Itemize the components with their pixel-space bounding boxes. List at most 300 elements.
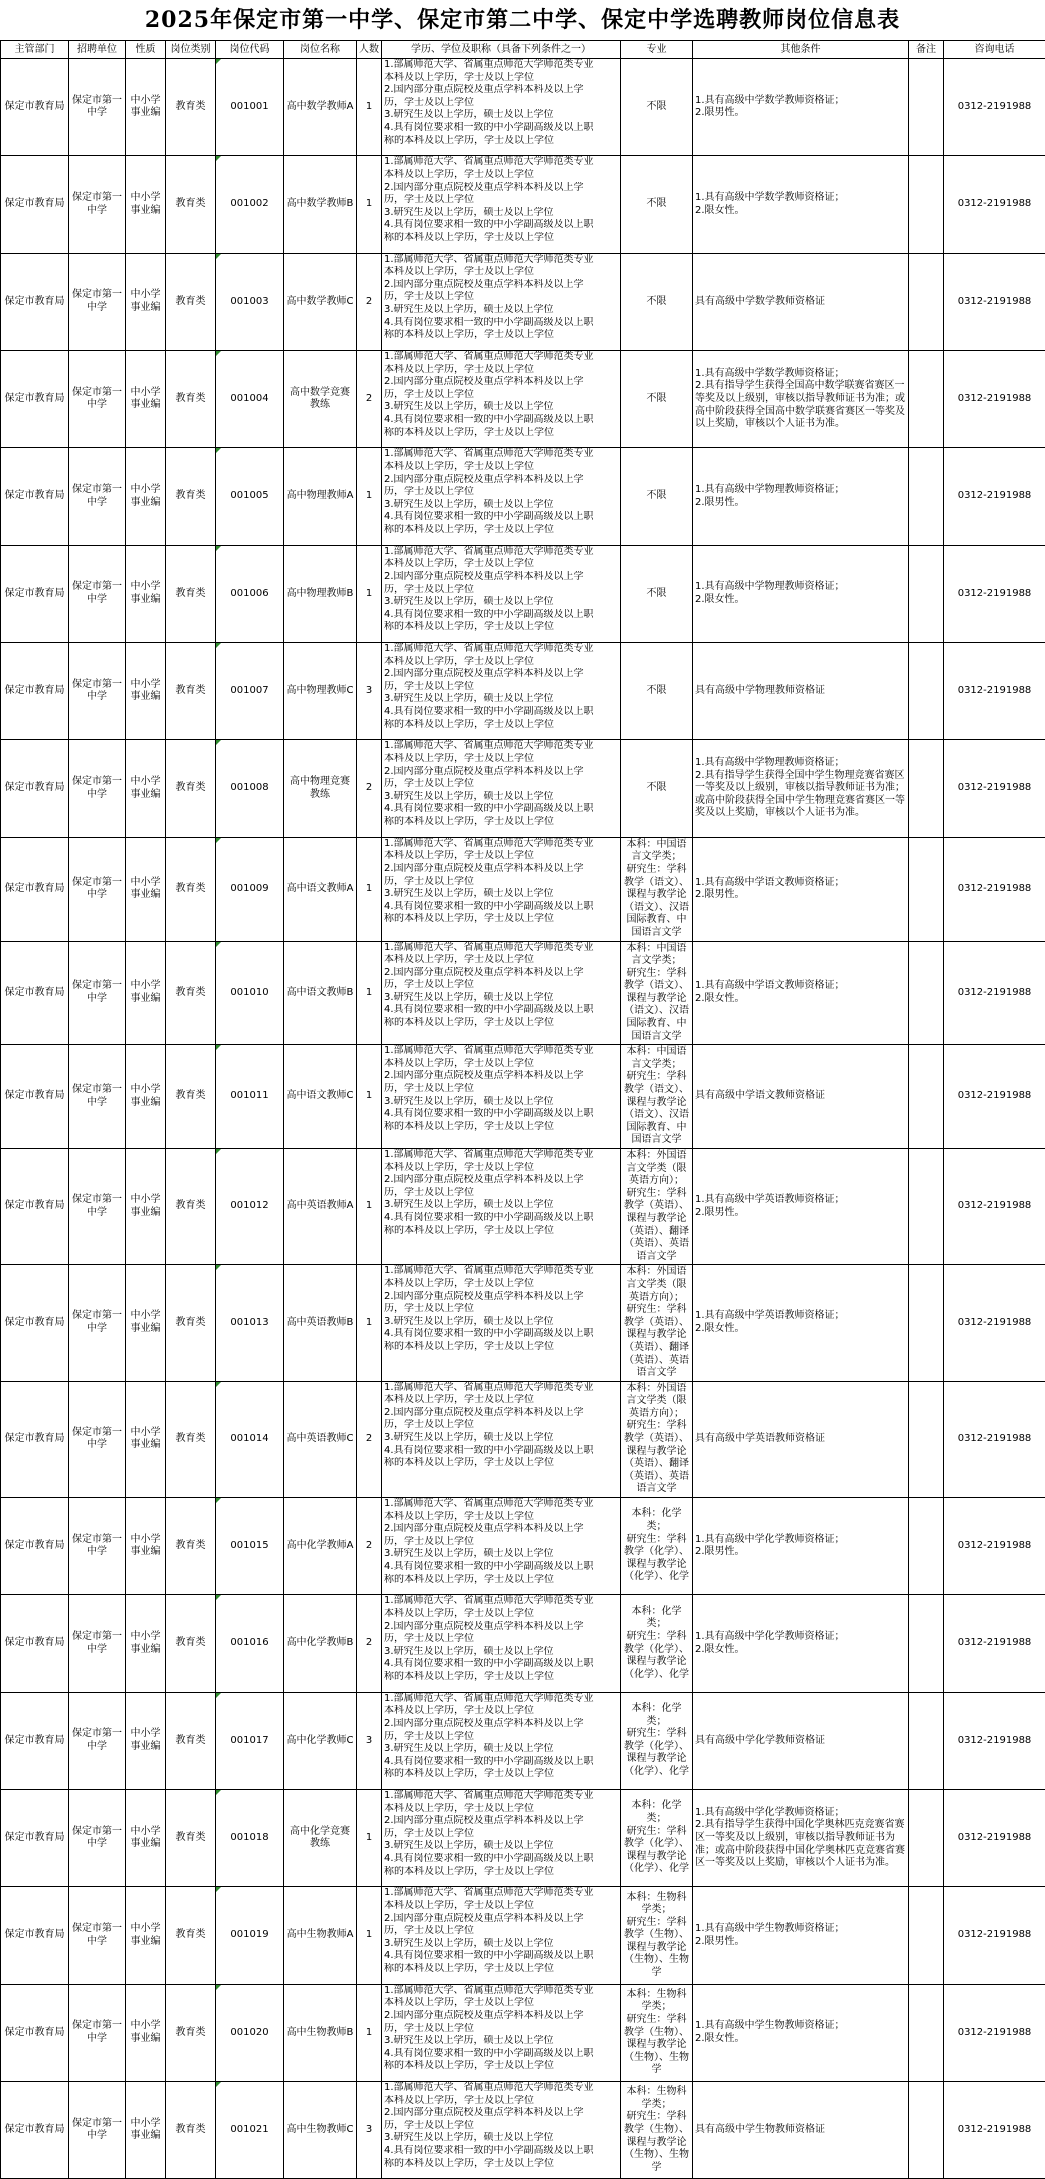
table-row [1,1692,1045,1789]
education-line: 历，学士及以上学位 [384,1303,618,1316]
cell-category: 教育类 [166,1692,216,1789]
cell-code: 001003 [216,253,284,350]
education-line: 2.国内部分重点院校及重点学科本科及以上学 [384,1523,618,1536]
cell-code: 001011 [216,1045,284,1149]
cell-code: 001008 [216,740,284,837]
cell-count: 1 [357,1149,382,1265]
cell-dept: 保定市教育局 [1,1381,69,1497]
cell-other-conditions: 1.具有高级中学语文教师资格证； 2.限女性。 [693,941,909,1045]
cell-nature: 中小学事业编 [126,1790,166,1887]
education-line: 2.国内部分重点院校及重点学科本科及以上学 [384,376,618,389]
education-line: 1.部属师范大学、省属重点师范大学师范类专业 [384,1045,618,1058]
education-line: 称的本科及以上学历，学士及以上学位 [384,329,618,342]
cell-position-name: 高中物理竞赛教练 [284,740,357,837]
cell-unit: 保定市第一中学 [69,1984,126,2081]
header-phone: 咨询电话 [944,41,1045,59]
education-line: 3.研究生及以上学历，硕士及以上学位 [384,693,618,706]
cell-position-name: 高中英语教师A [284,1149,357,1265]
education-line: 3.研究生及以上学历，硕士及以上学位 [384,992,618,1005]
cell-major: 不限 [621,156,693,253]
education-line: 1.部属师范大学、省属重点师范大学师范类专业 [384,1382,618,1395]
cell-dept: 保定市教育局 [1,351,69,448]
cell-major: 不限 [621,448,693,545]
cell-category: 教育类 [166,1381,216,1497]
education-line: 本科及以上学历，学士及以上学位 [384,850,618,863]
cell-dept: 保定市教育局 [1,941,69,1045]
education-line: 2.国内部分重点院校及重点学科本科及以上学 [384,1815,618,1828]
education-line: 4.具有岗位要求相一致的中小学副高级及以上职 [384,1756,618,1769]
cell-other-conditions: 1.具有高级中学物理教师资格证； 2.限男性。 [693,448,909,545]
education-line: 历，学士及以上学位 [384,876,618,889]
table-row [1,837,1045,941]
education-line: 3.研究生及以上学历，硕士及以上学位 [384,304,618,317]
education-line: 本科及以上学历，学士及以上学位 [384,954,618,967]
cell-major: 本科：化学类； 研究生：学科教学（化学）、课程与教学论（化学）、化学 [621,1790,693,1887]
cell-remark [909,2082,944,2179]
positions-table [0,40,1045,2179]
education-line: 本科及以上学历，学士及以上学位 [384,364,618,377]
education-line: 历，学士及以上学位 [384,1083,618,1096]
cell-phone: 0312-2191988 [944,1692,1045,1789]
education-line: 本科及以上学历，学士及以上学位 [384,558,618,571]
table-row [1,1265,1045,1381]
table-row [1,1498,1045,1595]
cell-phone: 0312-2191988 [944,941,1045,1045]
cell-other-conditions: 1.具有高级中学语文教师资格证； 2.限男性。 [693,837,909,941]
cell-other-conditions: 1.具有高级中学数学教师资格证； 2.限女性。 [693,156,909,253]
education-line: 4.具有岗位要求相一致的中小学副高级及以上职 [384,511,618,524]
education-line: 3.研究生及以上学历，硕士及以上学位 [384,1548,618,1561]
cell-education [382,545,621,642]
education-line: 2.国内部分重点院校及重点学科本科及以上学 [384,474,618,487]
cell-unit: 保定市第一中学 [69,1790,126,1887]
header-unit: 招聘单位 [69,41,126,59]
education-line: 4.具有岗位要求相一致的中小学副高级及以上职 [384,2145,618,2158]
cell-dept: 保定市教育局 [1,1045,69,1149]
cell-nature: 中小学事业编 [126,59,166,156]
education-line: 历，学士及以上学位 [384,979,618,992]
cell-code: 001004 [216,351,284,448]
education-line: 3.研究生及以上学历，硕士及以上学位 [384,1316,618,1329]
cell-education [382,1265,621,1381]
education-line: 4.具有岗位要求相一致的中小学副高级及以上职 [384,1561,618,1574]
cell-phone: 0312-2191988 [944,156,1045,253]
table-row [1,1790,1045,1887]
cell-education [382,156,621,253]
education-line: 称的本科及以上学历，学士及以上学位 [384,1768,618,1781]
cell-nature: 中小学事业编 [126,2082,166,2179]
cell-major: 不限 [621,740,693,837]
cell-dept: 保定市教育局 [1,740,69,837]
cell-phone: 0312-2191988 [944,1381,1045,1497]
cell-nature: 中小学事业编 [126,643,166,740]
cell-other-conditions: 具有高级中学语文教师资格证 [693,1045,909,1149]
page-title: 2025年保定市第一中学、保定市第二中学、保定中学选聘教师岗位信息表 [0,0,1045,40]
cell-education [382,1149,621,1265]
education-line: 本科及以上学历，学士及以上学位 [384,1608,618,1621]
cell-dept: 保定市教育局 [1,1149,69,1265]
education-line: 4.具有岗位要求相一致的中小学副高级及以上职 [384,1445,618,1458]
cell-nature: 中小学事业编 [126,253,166,350]
education-line: 4.具有岗位要求相一致的中小学副高级及以上职 [384,901,618,914]
cell-education [382,59,621,156]
cell-major: 本科：生物科学类； 研究生：学科教学（生物）、课程与教学论（生物）、生物学 [621,2082,693,2179]
cell-unit: 保定市第一中学 [69,740,126,837]
cell-other-conditions: 1.具有高级中学化学教师资格证； 2.具有指导学生获得中国化学奥林匹克竞赛省赛区一等奖及以上级别，审核以指导教师证书为准；或高中阶段获得中国化学奥林匹克竞赛省赛区一等奖及以上奖励，审核以个人证书为准。 [693,1790,909,1887]
cell-major: 本科：外国语言文学类（限英语方向）； 研究生：学科教学（英语）、课程与教学论（英语）、翻译（英语）、英语语言文学 [621,1381,693,1497]
education-line: 1.部属师范大学、省属重点师范大学师范类专业 [384,448,618,461]
cell-nature: 中小学事业编 [126,1984,166,2081]
cell-other-conditions: 1.具有高级中学数学教师资格证； 2.限男性。 [693,59,909,156]
education-line: 称的本科及以上学历，学士及以上学位 [384,1671,618,1684]
cell-code: 001005 [216,448,284,545]
cell-category: 教育类 [166,253,216,350]
cell-unit: 保定市第一中学 [69,1265,126,1381]
education-line: 2.国内部分重点院校及重点学科本科及以上学 [384,1621,618,1634]
cell-remark [909,156,944,253]
cell-nature: 中小学事业编 [126,448,166,545]
cell-category: 教育类 [166,1790,216,1887]
cell-count: 1 [357,1045,382,1149]
cell-dept: 保定市教育局 [1,59,69,156]
cell-phone: 0312-2191988 [944,2082,1045,2179]
table-row [1,2082,1045,2179]
education-line: 4.具有岗位要求相一致的中小学副高级及以上职 [384,1212,618,1225]
cell-nature: 中小学事业编 [126,1149,166,1265]
cell-phone: 0312-2191988 [944,1790,1045,1887]
cell-remark [909,545,944,642]
cell-position-name: 高中英语教师C [284,1381,357,1497]
education-line: 4.具有岗位要求相一致的中小学副高级及以上职 [384,2048,618,2061]
table-row [1,545,1045,642]
cell-nature: 中小学事业编 [126,740,166,837]
cell-category: 教育类 [166,1595,216,1692]
education-line: 3.研究生及以上学历，硕士及以上学位 [384,109,618,122]
education-line: 3.研究生及以上学历，硕士及以上学位 [384,401,618,414]
education-line: 本科及以上学历，学士及以上学位 [384,753,618,766]
education-line: 4.具有岗位要求相一致的中小学副高级及以上职 [384,706,618,719]
education-line: 历，学士及以上学位 [384,1187,618,1200]
education-line: 历，学士及以上学位 [384,584,618,597]
education-line: 2.国内部分重点院校及重点学科本科及以上学 [384,766,618,779]
cell-nature: 中小学事业编 [126,545,166,642]
education-line: 本科及以上学历，学士及以上学位 [384,1394,618,1407]
cell-phone: 0312-2191988 [944,1498,1045,1595]
header-remark: 备注 [909,41,944,59]
education-line: 历，学士及以上学位 [384,1419,618,1432]
cell-remark [909,253,944,350]
education-line: 称的本科及以上学历，学士及以上学位 [384,1121,618,1134]
cell-phone: 0312-2191988 [944,1984,1045,2081]
education-line: 2.国内部分重点院校及重点学科本科及以上学 [384,863,618,876]
table-row [1,1595,1045,1692]
education-line: 3.研究生及以上学历，硕士及以上学位 [384,888,618,901]
education-line: 1.部属师范大学、省属重点师范大学师范类专业 [384,1149,618,1162]
cell-education [382,1498,621,1595]
cell-education [382,1692,621,1789]
cell-position-name: 高中数学竞赛教练 [284,351,357,448]
cell-category: 教育类 [166,1887,216,1984]
cell-remark [909,1984,944,2081]
table-row [1,351,1045,448]
cell-count: 1 [357,1984,382,2081]
cell-code: 001021 [216,2082,284,2179]
cell-category: 教育类 [166,837,216,941]
cell-position-name: 高中英语教师B [284,1265,357,1381]
cell-category: 教育类 [166,448,216,545]
education-line: 称的本科及以上学历，学士及以上学位 [384,427,618,440]
cell-count: 1 [357,1790,382,1887]
education-line: 历，学士及以上学位 [384,1828,618,1841]
education-line: 2.国内部分重点院校及重点学科本科及以上学 [384,571,618,584]
cell-position-name: 高中物理教师A [284,448,357,545]
cell-code: 001020 [216,1984,284,2081]
education-line: 历，学士及以上学位 [384,389,618,402]
cell-remark [909,1692,944,1789]
cell-nature: 中小学事业编 [126,1887,166,1984]
cell-count: 1 [357,837,382,941]
cell-education [382,351,621,448]
cell-remark [909,1381,944,1497]
cell-code: 001017 [216,1692,284,1789]
cell-nature: 中小学事业编 [126,1595,166,1692]
cell-position-name: 高中数学教师A [284,59,357,156]
education-line: 1.部属师范大学、省属重点师范大学师范类专业 [384,740,618,753]
education-line: 本科及以上学历，学士及以上学位 [384,1511,618,1524]
table-row [1,59,1045,156]
table-row [1,1149,1045,1265]
cell-position-name: 高中化学教师C [284,1692,357,1789]
cell-nature: 中小学事业编 [126,1265,166,1381]
cell-unit: 保定市第一中学 [69,837,126,941]
cell-code: 001012 [216,1149,284,1265]
education-line: 1.部属师范大学、省属重点师范大学师范类专业 [384,59,618,72]
table-row [1,941,1045,1045]
education-line: 称的本科及以上学历，学士及以上学位 [384,719,618,732]
education-line: 2.国内部分重点院校及重点学科本科及以上学 [384,1913,618,1926]
cell-other-conditions: 具有高级中学生物教师资格证 [693,2082,909,2179]
cell-phone: 0312-2191988 [944,1595,1045,1692]
cell-education [382,837,621,941]
cell-major: 本科：化学类； 研究生：学科教学（化学）、课程与教学论（化学）、化学 [621,1692,693,1789]
cell-code: 001016 [216,1595,284,1692]
cell-unit: 保定市第一中学 [69,1149,126,1265]
cell-other-conditions: 具有高级中学数学教师资格证 [693,253,909,350]
cell-code: 001009 [216,837,284,941]
cell-unit: 保定市第一中学 [69,59,126,156]
cell-code: 001010 [216,941,284,1045]
education-line: 2.国内部分重点院校及重点学科本科及以上学 [384,668,618,681]
cell-code: 001019 [216,1887,284,1984]
education-line: 1.部属师范大学、省属重点师范大学师范类专业 [384,942,618,955]
cell-position-name: 高中生物教师C [284,2082,357,2179]
cell-code: 001018 [216,1790,284,1887]
cell-count: 1 [357,1887,382,1984]
cell-position-name: 高中化学教师B [284,1595,357,1692]
education-line: 2.国内部分重点院校及重点学科本科及以上学 [384,967,618,980]
cell-phone: 0312-2191988 [944,351,1045,448]
cell-major: 本科：中国语言文学类； 研究生：学科教学（语文）、课程与教学论（语文）、汉语国际教育、中国语言文学 [621,1045,693,1149]
education-line: 4.具有岗位要求相一致的中小学副高级及以上职 [384,122,618,135]
education-line: 本科及以上学历，学士及以上学位 [384,1900,618,1913]
education-line: 1.部属师范大学、省属重点师范大学师范类专业 [384,156,618,169]
cell-category: 教育类 [166,156,216,253]
education-line: 本科及以上学历，学士及以上学位 [384,2095,618,2108]
education-line: 3.研究生及以上学历，硕士及以上学位 [384,1646,618,1659]
education-line: 称的本科及以上学历，学士及以上学位 [384,1866,618,1879]
education-line: 3.研究生及以上学历，硕士及以上学位 [384,1096,618,1109]
education-line: 本科及以上学历，学士及以上学位 [384,1997,618,2010]
cell-unit: 保定市第一中学 [69,351,126,448]
cell-count: 1 [357,545,382,642]
cell-unit: 保定市第一中学 [69,1692,126,1789]
education-line: 本科及以上学历，学士及以上学位 [384,72,618,85]
cell-remark [909,1595,944,1692]
cell-phone: 0312-2191988 [944,448,1045,545]
cell-dept: 保定市教育局 [1,156,69,253]
header-other: 其他条件 [693,41,909,59]
education-line: 3.研究生及以上学历，硕士及以上学位 [384,1199,618,1212]
cell-other-conditions: 1.具有高级中学数学教师资格证； 2.具有指导学生获得全国高中数学联赛省赛区一等奖及以上级别，审核以指导教师证书为准；或高中阶段获得全国高中数学联赛省赛区一等奖及以上奖励，审核以个人证书为准。 [693,351,909,448]
cell-dept: 保定市教育局 [1,448,69,545]
cell-nature: 中小学事业编 [126,941,166,1045]
cell-dept: 保定市教育局 [1,1984,69,2081]
education-line: 2.国内部分重点院校及重点学科本科及以上学 [384,1291,618,1304]
cell-unit: 保定市第一中学 [69,1045,126,1149]
cell-code: 001006 [216,545,284,642]
cell-position-name: 高中物理教师C [284,643,357,740]
education-line: 2.国内部分重点院校及重点学科本科及以上学 [384,2010,618,2023]
education-line: 4.具有岗位要求相一致的中小学副高级及以上职 [384,803,618,816]
header-code: 岗位代码 [216,41,284,59]
education-line: 1.部属师范大学、省属重点师范大学师范类专业 [384,1887,618,1900]
cell-nature: 中小学事业编 [126,351,166,448]
cell-count: 3 [357,643,382,740]
cell-remark [909,59,944,156]
table-row [1,253,1045,350]
cell-dept: 保定市教育局 [1,253,69,350]
cell-category: 教育类 [166,740,216,837]
education-line: 3.研究生及以上学历，硕士及以上学位 [384,1743,618,1756]
cell-major: 本科：生物科学类； 研究生：学科教学（生物）、课程与教学论（生物）、生物学 [621,1984,693,2081]
education-line: 本科及以上学历，学士及以上学位 [384,1058,618,1071]
header-education: 学历、学位及职称（具备下列条件之一） [382,41,621,59]
education-line: 3.研究生及以上学历，硕士及以上学位 [384,207,618,220]
education-line: 2.国内部分重点院校及重点学科本科及以上学 [384,2107,618,2120]
cell-other-conditions: 1.具有高级中学化学教师资格证； 2.限女性。 [693,1595,909,1692]
table-row [1,448,1045,545]
education-line: 历，学士及以上学位 [384,1633,618,1646]
education-line: 2.国内部分重点院校及重点学科本科及以上学 [384,1174,618,1187]
cell-phone: 0312-2191988 [944,837,1045,941]
cell-unit: 保定市第一中学 [69,1887,126,1984]
education-line: 称的本科及以上学历，学士及以上学位 [384,1963,618,1976]
cell-dept: 保定市教育局 [1,2082,69,2179]
cell-category: 教育类 [166,941,216,1045]
education-line: 1.部属师范大学、省属重点师范大学师范类专业 [384,1985,618,1998]
table-row [1,1045,1045,1149]
education-line: 3.研究生及以上学历，硕士及以上学位 [384,1840,618,1853]
cell-remark [909,1887,944,1984]
education-line: 3.研究生及以上学历，硕士及以上学位 [384,499,618,512]
cell-count: 3 [357,2082,382,2179]
cell-phone: 0312-2191988 [944,59,1045,156]
cell-position-name: 高中语文教师C [284,1045,357,1149]
cell-remark [909,941,944,1045]
cell-unit: 保定市第一中学 [69,156,126,253]
cell-education [382,253,621,350]
cell-category: 教育类 [166,351,216,448]
cell-category: 教育类 [166,2082,216,2179]
cell-other-conditions: 具有高级中学化学教师资格证 [693,1692,909,1789]
education-line: 历，学士及以上学位 [384,778,618,791]
cell-phone: 0312-2191988 [944,643,1045,740]
cell-education [382,448,621,545]
cell-unit: 保定市第一中学 [69,253,126,350]
cell-education [382,1984,621,2081]
table-row [1,740,1045,837]
cell-unit: 保定市第一中学 [69,643,126,740]
education-line: 2.国内部分重点院校及重点学科本科及以上学 [384,279,618,292]
cell-category: 教育类 [166,59,216,156]
education-line: 历，学士及以上学位 [384,681,618,694]
cell-category: 教育类 [166,1984,216,2081]
header-nature: 性质 [126,41,166,59]
cell-count: 2 [357,740,382,837]
cell-dept: 保定市教育局 [1,1790,69,1887]
cell-other-conditions: 1.具有高级中学生物教师资格证； 2.限女性。 [693,1984,909,2081]
cell-unit: 保定市第一中学 [69,1381,126,1497]
cell-remark [909,1498,944,1595]
education-line: 称的本科及以上学历，学士及以上学位 [384,2060,618,2073]
education-line: 4.具有岗位要求相一致的中小学副高级及以上职 [384,1108,618,1121]
cell-count: 2 [357,1498,382,1595]
cell-count: 1 [357,941,382,1045]
cell-unit: 保定市第一中学 [69,1595,126,1692]
cell-count: 2 [357,351,382,448]
education-line: 历，学士及以上学位 [384,97,618,110]
cell-position-name: 高中化学竞赛教练 [284,1790,357,1887]
cell-education [382,643,621,740]
cell-position-name: 高中语文教师B [284,941,357,1045]
education-line: 本科及以上学历，学士及以上学位 [384,1278,618,1291]
table-row [1,1984,1045,2081]
cell-major: 本科：中国语言文学类； 研究生：学科教学（语文）、课程与教学论（语文）、汉语国际教育、中国语言文学 [621,941,693,1045]
cell-phone: 0312-2191988 [944,253,1045,350]
education-line: 本科及以上学历，学士及以上学位 [384,169,618,182]
cell-dept: 保定市教育局 [1,837,69,941]
header-dept: 主管部门 [1,41,69,59]
cell-other-conditions: 1.具有高级中学物理教师资格证； 2.限女性。 [693,545,909,642]
education-line: 称的本科及以上学历，学士及以上学位 [384,1341,618,1354]
education-line: 称的本科及以上学历，学士及以上学位 [384,524,618,537]
education-line: 称的本科及以上学历，学士及以上学位 [384,135,618,148]
education-line: 本科及以上学历，学士及以上学位 [384,1705,618,1718]
cell-count: 2 [357,1381,382,1497]
cell-remark [909,448,944,545]
cell-unit: 保定市第一中学 [69,2082,126,2179]
education-line: 2.国内部分重点院校及重点学科本科及以上学 [384,84,618,97]
education-line: 3.研究生及以上学历，硕士及以上学位 [384,596,618,609]
cell-position-name: 高中生物教师A [284,1887,357,1984]
cell-remark [909,1790,944,1887]
education-line: 4.具有岗位要求相一致的中小学副高级及以上职 [384,1328,618,1341]
education-line: 4.具有岗位要求相一致的中小学副高级及以上职 [384,317,618,330]
cell-phone: 0312-2191988 [944,545,1045,642]
education-line: 2.国内部分重点院校及重点学科本科及以上学 [384,182,618,195]
education-line: 称的本科及以上学历，学士及以上学位 [384,1225,618,1238]
education-line: 历，学士及以上学位 [384,2120,618,2133]
